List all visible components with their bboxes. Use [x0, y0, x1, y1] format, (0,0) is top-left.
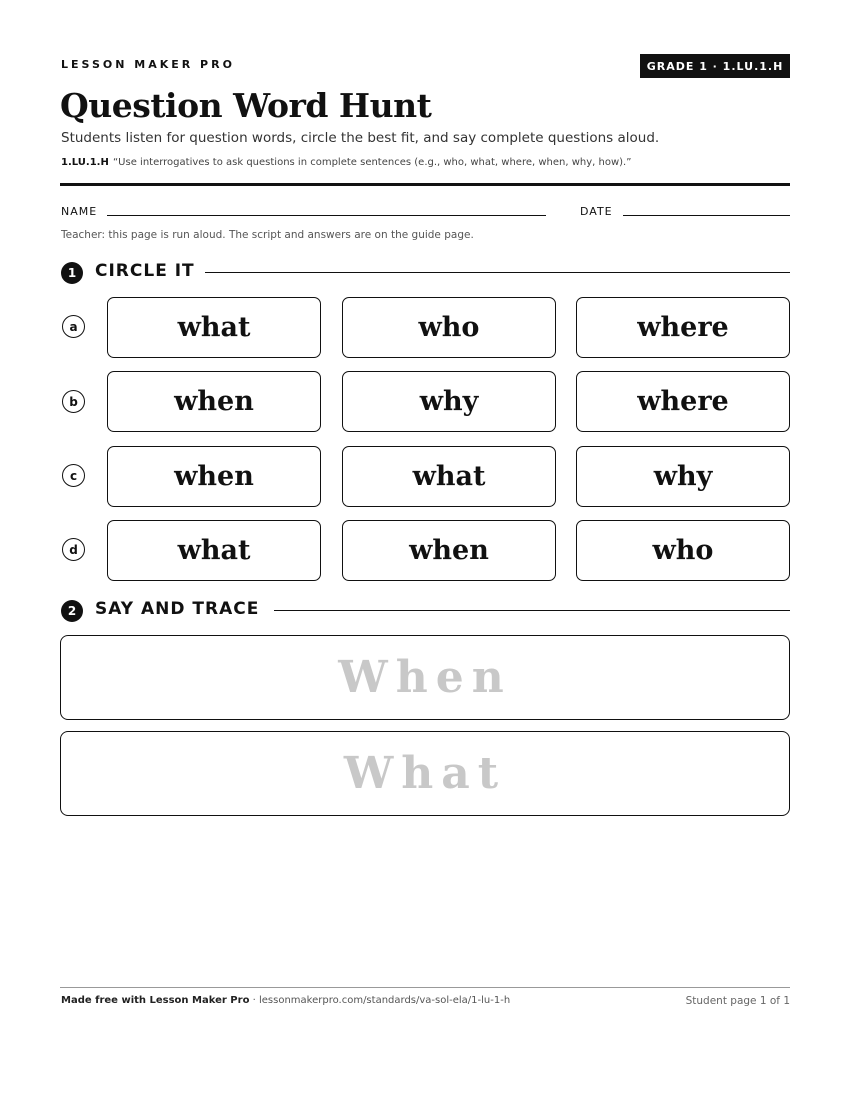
teacher-note: Teacher: this page is run aloud. The script and answers are on the guide page. — [61, 229, 474, 241]
word-choice[interactable]: when — [107, 446, 321, 507]
date-label: DATE — [580, 205, 613, 218]
page-title: Question Word Hunt — [60, 86, 432, 125]
section-title-say-and-trace: SAY AND TRACE — [95, 599, 260, 619]
footer-made-with: Made free with Lesson Maker Pro — [61, 995, 250, 1006]
word-choice[interactable]: who — [576, 520, 790, 581]
trace-word: When — [338, 652, 512, 703]
word-choice[interactable]: who — [342, 297, 556, 358]
brand-name: LESSON MAKER PRO — [61, 58, 235, 71]
word-choice[interactable]: what — [107, 520, 321, 581]
name-label: NAME — [61, 205, 98, 218]
footer-url: · lessonmakerpro.com/standards/va-sol-ela/1-lu-1-h — [249, 995, 511, 1006]
standard-code: 1.LU.1.H — [61, 157, 109, 168]
name-field[interactable] — [107, 215, 546, 216]
section-number-badge: 1 — [61, 262, 83, 284]
word-choice[interactable]: where — [576, 297, 790, 358]
footer-page-number: Student page 1 of 1 — [685, 995, 790, 1007]
section-divider — [274, 610, 790, 611]
page-subtitle: Students listen for question words, circle the best fit, and say complete questions aloud. — [61, 130, 660, 146]
standard-text: “Use interrogatives to ask questions in complete sentences (e.g., who, what, where, when, why, how).” — [113, 157, 632, 168]
trace-word: What — [343, 748, 507, 799]
row-letter-a: a — [62, 315, 85, 338]
word-choice[interactable]: what — [342, 446, 556, 507]
word-choice[interactable]: when — [342, 520, 556, 581]
row-letter-b: b — [62, 390, 85, 413]
word-choice[interactable]: why — [342, 371, 556, 432]
date-field[interactable] — [623, 215, 790, 216]
footer-divider — [60, 987, 790, 988]
word-choice[interactable]: where — [576, 371, 790, 432]
grade-badge: GRADE 1 · 1.LU.1.H — [640, 54, 790, 78]
row-letter-d: d — [62, 538, 85, 561]
trace-box[interactable] — [60, 731, 790, 816]
section-divider — [205, 272, 790, 273]
section-number-badge: 2 — [61, 600, 83, 622]
trace-box[interactable] — [60, 635, 790, 720]
word-choice[interactable]: what — [107, 297, 321, 358]
word-choice[interactable]: why — [576, 446, 790, 507]
section-title-circle-it: CIRCLE IT — [95, 261, 195, 281]
row-letter-c: c — [62, 464, 85, 487]
word-choice[interactable]: when — [107, 371, 321, 432]
footer-credit — [61, 995, 510, 1006]
header-divider — [60, 183, 790, 186]
